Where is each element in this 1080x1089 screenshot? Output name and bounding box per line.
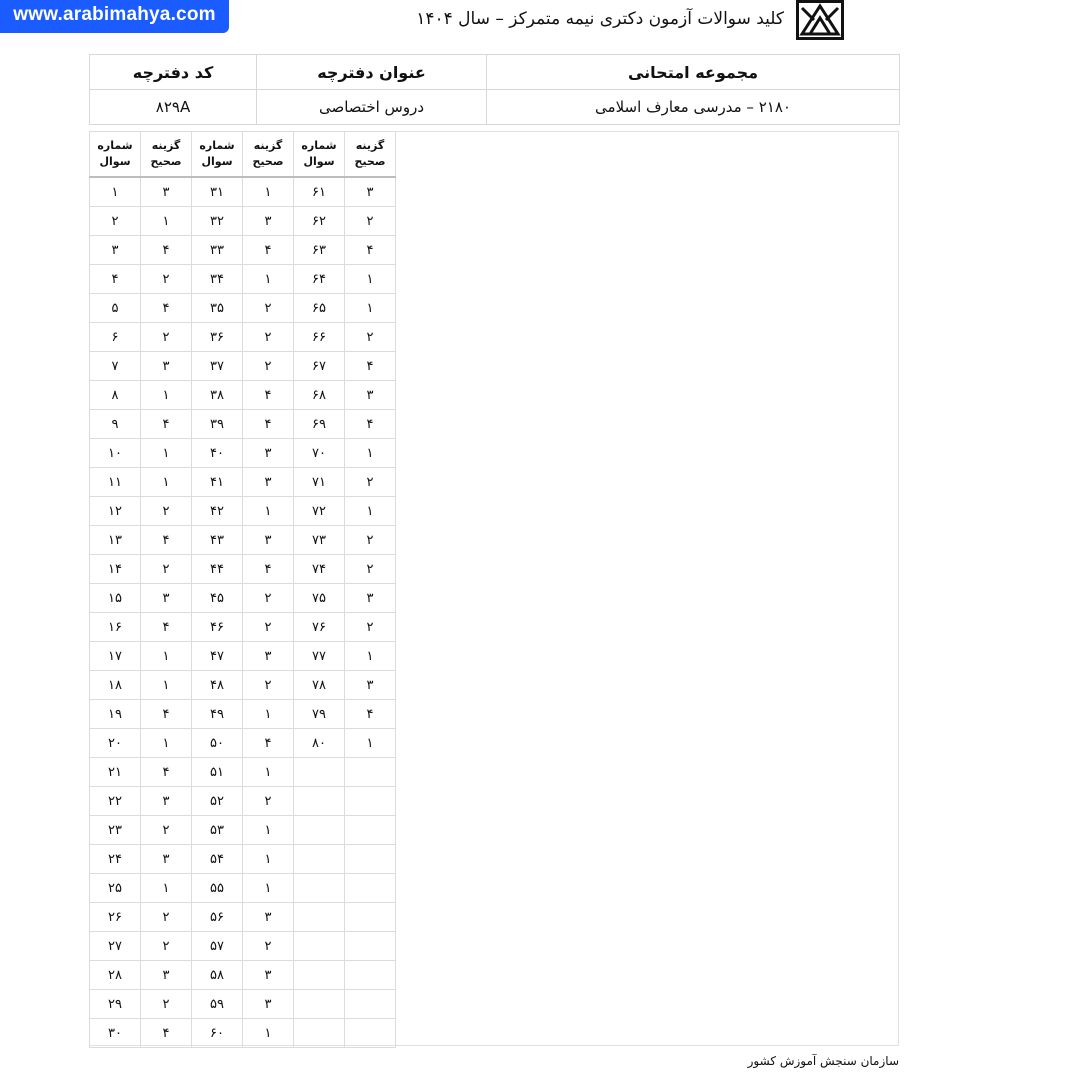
correct-option-cell: ۲ — [141, 497, 192, 526]
correct-option-cell: ۱ — [345, 729, 396, 758]
question-number-cell: ۵۳ — [192, 816, 243, 845]
answer-key-row — [90, 671, 396, 700]
correct-option-cell: ۱ — [243, 700, 294, 729]
booklet-code-header: کد دفترچه — [90, 55, 257, 90]
question-number-cell: ۵ — [90, 294, 141, 323]
correct-option-cell: ۲ — [243, 323, 294, 352]
correct-option-cell: ۴ — [141, 700, 192, 729]
answer-key-row — [90, 787, 396, 816]
correct-option-cell: ۳ — [243, 961, 294, 990]
question-number-header — [192, 132, 243, 178]
correct-option-cell: ۱ — [243, 874, 294, 903]
answer-key-row — [90, 700, 396, 729]
header-line: صحیح — [150, 155, 182, 168]
question-number-cell: ۸۰ — [294, 729, 345, 758]
info-header-row — [90, 55, 900, 90]
correct-option-cell: ۲ — [345, 207, 396, 236]
answer-key-row — [90, 323, 396, 352]
correct-option-cell — [345, 932, 396, 961]
answer-key-row — [90, 845, 396, 874]
question-number-cell: ۶۶ — [294, 323, 345, 352]
question-number-cell: ۴۵ — [192, 584, 243, 613]
answer-key-row — [90, 816, 396, 845]
question-number-cell: ۵۱ — [192, 758, 243, 787]
question-number-cell — [294, 932, 345, 961]
correct-option-cell: ۳ — [243, 903, 294, 932]
correct-option-cell: ۱ — [141, 439, 192, 468]
header-line: سوال — [303, 155, 335, 168]
booklet-title-value: دروس اختصاصی — [257, 90, 487, 125]
question-number-cell: ۱۷ — [90, 642, 141, 671]
correct-option-cell: ۲ — [345, 555, 396, 584]
correct-option-cell: ۲ — [243, 294, 294, 323]
correct-option-cell: ۲ — [141, 816, 192, 845]
correct-option-cell: ۳ — [141, 584, 192, 613]
correct-option-cell: ۱ — [345, 497, 396, 526]
answer-key-row — [90, 177, 396, 207]
question-number-cell: ۱۶ — [90, 613, 141, 642]
correct-option-cell: ۴ — [345, 700, 396, 729]
question-number-cell: ۲۲ — [90, 787, 141, 816]
correct-option-cell: ۲ — [345, 323, 396, 352]
answer-key-row — [90, 265, 396, 294]
question-number-cell: ۳۸ — [192, 381, 243, 410]
answer-key-row — [90, 381, 396, 410]
question-number-cell: ۲۰ — [90, 729, 141, 758]
question-number-cell: ۷۳ — [294, 526, 345, 555]
question-number-cell: ۲۷ — [90, 932, 141, 961]
question-number-cell: ۶۴ — [294, 265, 345, 294]
correct-option-cell: ۲ — [345, 468, 396, 497]
question-number-cell: ۵۷ — [192, 932, 243, 961]
booklet-info-table — [89, 54, 900, 125]
answer-key-row — [90, 468, 396, 497]
question-number-cell: ۴۰ — [192, 439, 243, 468]
correct-option-cell: ۱ — [243, 758, 294, 787]
correct-option-cell: ۱ — [141, 381, 192, 410]
correct-option-cell: ۲ — [243, 932, 294, 961]
question-number-cell: ۷ — [90, 352, 141, 381]
header-line: شماره — [97, 139, 133, 152]
question-number-cell: ۳ — [90, 236, 141, 265]
question-number-cell: ۷۷ — [294, 642, 345, 671]
correct-option-cell: ۱ — [243, 1019, 294, 1048]
question-number-cell — [294, 845, 345, 874]
correct-option-cell: ۳ — [141, 177, 192, 207]
correct-option-cell: ۳ — [243, 439, 294, 468]
correct-option-cell: ۲ — [141, 265, 192, 294]
question-number-cell: ۱۱ — [90, 468, 141, 497]
header-line: گزینه — [355, 139, 385, 152]
question-number-cell: ۶۹ — [294, 410, 345, 439]
question-number-cell: ۳۳ — [192, 236, 243, 265]
correct-option-cell: ۳ — [243, 990, 294, 1019]
correct-option-cell: ۱ — [243, 177, 294, 207]
header-line: گزینه — [151, 139, 181, 152]
watermark-banner: www.arabimahya.com — [0, 0, 229, 33]
answer-key-row — [90, 497, 396, 526]
correct-option-cell: ۴ — [141, 613, 192, 642]
question-number-cell: ۴ — [90, 265, 141, 294]
question-number-cell: ۳۴ — [192, 265, 243, 294]
correct-option-cell: ۴ — [243, 729, 294, 758]
correct-option-cell: ۲ — [243, 352, 294, 381]
header-line: صحیح — [354, 155, 386, 168]
correct-option-cell: ۱ — [345, 294, 396, 323]
answer-key-table — [89, 131, 396, 1048]
correct-option-cell — [345, 816, 396, 845]
question-number-cell: ۲۸ — [90, 961, 141, 990]
correct-option-cell: ۳ — [141, 845, 192, 874]
correct-option-cell: ۲ — [243, 787, 294, 816]
question-number-cell: ۴۷ — [192, 642, 243, 671]
correct-option-cell: ۳ — [345, 584, 396, 613]
question-number-cell — [294, 961, 345, 990]
answer-key-row — [90, 613, 396, 642]
answer-key-row — [90, 584, 396, 613]
answer-key-row — [90, 874, 396, 903]
question-number-cell — [294, 1019, 345, 1048]
question-number-cell: ۴۴ — [192, 555, 243, 584]
question-number-cell: ۶ — [90, 323, 141, 352]
correct-option-cell: ۴ — [345, 410, 396, 439]
header-line: سوال — [201, 155, 233, 168]
question-number-cell: ۶۳ — [294, 236, 345, 265]
question-number-cell: ۵۲ — [192, 787, 243, 816]
question-number-cell: ۶۰ — [192, 1019, 243, 1048]
correct-option-cell: ۴ — [141, 236, 192, 265]
correct-option-cell: ۱ — [243, 497, 294, 526]
correct-option-cell — [345, 903, 396, 932]
correct-option-cell: ۲ — [243, 584, 294, 613]
correct-option-cell: ۴ — [345, 236, 396, 265]
question-number-cell — [294, 903, 345, 932]
answer-key-row — [90, 236, 396, 265]
answer-key-row — [90, 903, 396, 932]
answer-key-header-row — [90, 132, 396, 178]
correct-option-cell: ۱ — [345, 265, 396, 294]
question-number-cell: ۱ — [90, 177, 141, 207]
correct-option-cell: ۱ — [345, 642, 396, 671]
correct-option-cell: ۳ — [243, 207, 294, 236]
exam-group-value: ۲۱۸۰ – مدرسی معارف اسلامی — [487, 90, 900, 125]
question-number-cell: ۴۹ — [192, 700, 243, 729]
question-number-cell: ۴۱ — [192, 468, 243, 497]
correct-option-cell: ۳ — [243, 468, 294, 497]
question-number-cell: ۱۴ — [90, 555, 141, 584]
question-number-cell: ۳۰ — [90, 1019, 141, 1048]
correct-option-cell — [345, 874, 396, 903]
question-number-cell: ۳۲ — [192, 207, 243, 236]
correct-option-cell: ۳ — [141, 787, 192, 816]
answer-key-row — [90, 961, 396, 990]
header-line: شماره — [301, 139, 337, 152]
correct-option-cell: ۴ — [141, 526, 192, 555]
correct-option-cell: ۱ — [141, 874, 192, 903]
question-number-cell: ۶۸ — [294, 381, 345, 410]
correct-option-cell: ۳ — [243, 526, 294, 555]
correct-option-cell: ۴ — [141, 1019, 192, 1048]
question-number-cell: ۶۵ — [294, 294, 345, 323]
correct-option-cell: ۳ — [345, 671, 396, 700]
answer-key-row — [90, 729, 396, 758]
document-title: کلید سوالات آزمون دکتری نیمه متمرکز – سال ۱۴۰۴ — [416, 9, 784, 29]
correct-option-cell: ۲ — [141, 932, 192, 961]
question-number-cell: ۶۱ — [294, 177, 345, 207]
question-number-cell: ۸ — [90, 381, 141, 410]
question-number-cell: ۳۹ — [192, 410, 243, 439]
correct-option-cell: ۴ — [243, 410, 294, 439]
correct-option-cell: ۲ — [243, 613, 294, 642]
question-number-cell: ۷۲ — [294, 497, 345, 526]
question-number-cell: ۷۸ — [294, 671, 345, 700]
correct-option-header — [141, 132, 192, 178]
correct-option-cell: ۲ — [141, 903, 192, 932]
question-number-cell: ۷۰ — [294, 439, 345, 468]
answer-key-row — [90, 555, 396, 584]
question-number-cell: ۵۹ — [192, 990, 243, 1019]
correct-option-cell — [345, 758, 396, 787]
correct-option-cell — [345, 845, 396, 874]
question-number-cell: ۳۷ — [192, 352, 243, 381]
question-number-cell: ۷۵ — [294, 584, 345, 613]
question-number-cell: ۲۵ — [90, 874, 141, 903]
question-number-cell: ۹ — [90, 410, 141, 439]
correct-option-cell — [345, 1019, 396, 1048]
answer-key-row — [90, 294, 396, 323]
question-number-cell: ۱۵ — [90, 584, 141, 613]
question-number-cell — [294, 990, 345, 1019]
correct-option-cell: ۳ — [345, 381, 396, 410]
answer-key-row — [90, 352, 396, 381]
question-number-cell: ۴۶ — [192, 613, 243, 642]
question-number-cell: ۷۹ — [294, 700, 345, 729]
question-number-cell: ۲۶ — [90, 903, 141, 932]
question-number-cell: ۳۱ — [192, 177, 243, 207]
correct-option-header — [243, 132, 294, 178]
answer-key-row — [90, 207, 396, 236]
answer-key-row — [90, 439, 396, 468]
correct-option-cell: ۳ — [243, 642, 294, 671]
correct-option-cell: ۲ — [243, 671, 294, 700]
answer-key-row — [90, 758, 396, 787]
correct-option-cell: ۱ — [141, 729, 192, 758]
question-number-cell: ۶۲ — [294, 207, 345, 236]
question-number-cell: ۲۴ — [90, 845, 141, 874]
booklet-code-value: ۸۲۹A — [90, 90, 257, 125]
question-number-cell: ۵۰ — [192, 729, 243, 758]
correct-option-cell: ۱ — [141, 207, 192, 236]
correct-option-cell: ۴ — [243, 381, 294, 410]
answer-key-row — [90, 990, 396, 1019]
header-line: صحیح — [252, 155, 284, 168]
correct-option-cell — [345, 961, 396, 990]
header-line: شماره — [199, 139, 235, 152]
question-number-cell: ۳۶ — [192, 323, 243, 352]
correct-option-cell: ۱ — [345, 439, 396, 468]
correct-option-cell: ۱ — [243, 845, 294, 874]
question-number-cell — [294, 787, 345, 816]
question-number-cell: ۴۳ — [192, 526, 243, 555]
answer-key-row — [90, 410, 396, 439]
correct-option-cell: ۱ — [243, 265, 294, 294]
question-number-cell: ۶۷ — [294, 352, 345, 381]
correct-option-cell: ۲ — [345, 613, 396, 642]
correct-option-cell: ۲ — [141, 323, 192, 352]
question-number-cell: ۱۳ — [90, 526, 141, 555]
header-line: سوال — [99, 155, 131, 168]
correct-option-cell: ۴ — [243, 555, 294, 584]
correct-option-cell: ۴ — [141, 758, 192, 787]
question-number-cell: ۲۳ — [90, 816, 141, 845]
question-number-cell: ۴۲ — [192, 497, 243, 526]
question-number-cell — [294, 874, 345, 903]
question-number-cell: ۵۴ — [192, 845, 243, 874]
correct-option-cell: ۲ — [141, 990, 192, 1019]
correct-option-cell: ۱ — [141, 468, 192, 497]
question-number-cell: ۲۱ — [90, 758, 141, 787]
answer-key-row — [90, 932, 396, 961]
correct-option-cell: ۱ — [141, 671, 192, 700]
correct-option-cell: ۲ — [345, 526, 396, 555]
question-number-header — [90, 132, 141, 178]
question-number-header — [294, 132, 345, 178]
question-number-cell: ۲۹ — [90, 990, 141, 1019]
question-number-cell: ۱۲ — [90, 497, 141, 526]
question-number-cell: ۱۹ — [90, 700, 141, 729]
correct-option-cell: ۳ — [345, 177, 396, 207]
correct-option-cell: ۴ — [141, 410, 192, 439]
info-value-row — [90, 90, 900, 125]
correct-option-cell — [345, 990, 396, 1019]
answer-key-row — [90, 1019, 396, 1048]
correct-option-cell: ۴ — [141, 294, 192, 323]
sanjesh-logo-icon — [796, 0, 844, 40]
correct-option-cell: ۴ — [345, 352, 396, 381]
answer-key-row — [90, 642, 396, 671]
question-number-cell: ۷۱ — [294, 468, 345, 497]
header-line: گزینه — [253, 139, 283, 152]
correct-option-header — [345, 132, 396, 178]
correct-option-cell: ۱ — [141, 642, 192, 671]
exam-group-header: مجموعه امتحانی — [487, 55, 900, 90]
question-number-cell — [294, 758, 345, 787]
question-number-cell: ۷۶ — [294, 613, 345, 642]
question-number-cell: ۷۴ — [294, 555, 345, 584]
correct-option-cell: ۱ — [243, 816, 294, 845]
answer-key-row — [90, 526, 396, 555]
question-number-cell: ۵۶ — [192, 903, 243, 932]
question-number-cell: ۱۰ — [90, 439, 141, 468]
question-number-cell: ۲ — [90, 207, 141, 236]
question-number-cell: ۵۵ — [192, 874, 243, 903]
correct-option-cell: ۴ — [243, 236, 294, 265]
organization-footer: سازمان سنجش آموزش کشور — [747, 1054, 899, 1068]
question-number-cell: ۱۸ — [90, 671, 141, 700]
correct-option-cell: ۳ — [141, 352, 192, 381]
correct-option-cell: ۲ — [141, 555, 192, 584]
question-number-cell: ۴۸ — [192, 671, 243, 700]
question-number-cell: ۵۸ — [192, 961, 243, 990]
question-number-cell: ۳۵ — [192, 294, 243, 323]
correct-option-cell: ۳ — [141, 961, 192, 990]
correct-option-cell — [345, 787, 396, 816]
question-number-cell — [294, 816, 345, 845]
booklet-title-header: عنوان دفترچه — [257, 55, 487, 90]
